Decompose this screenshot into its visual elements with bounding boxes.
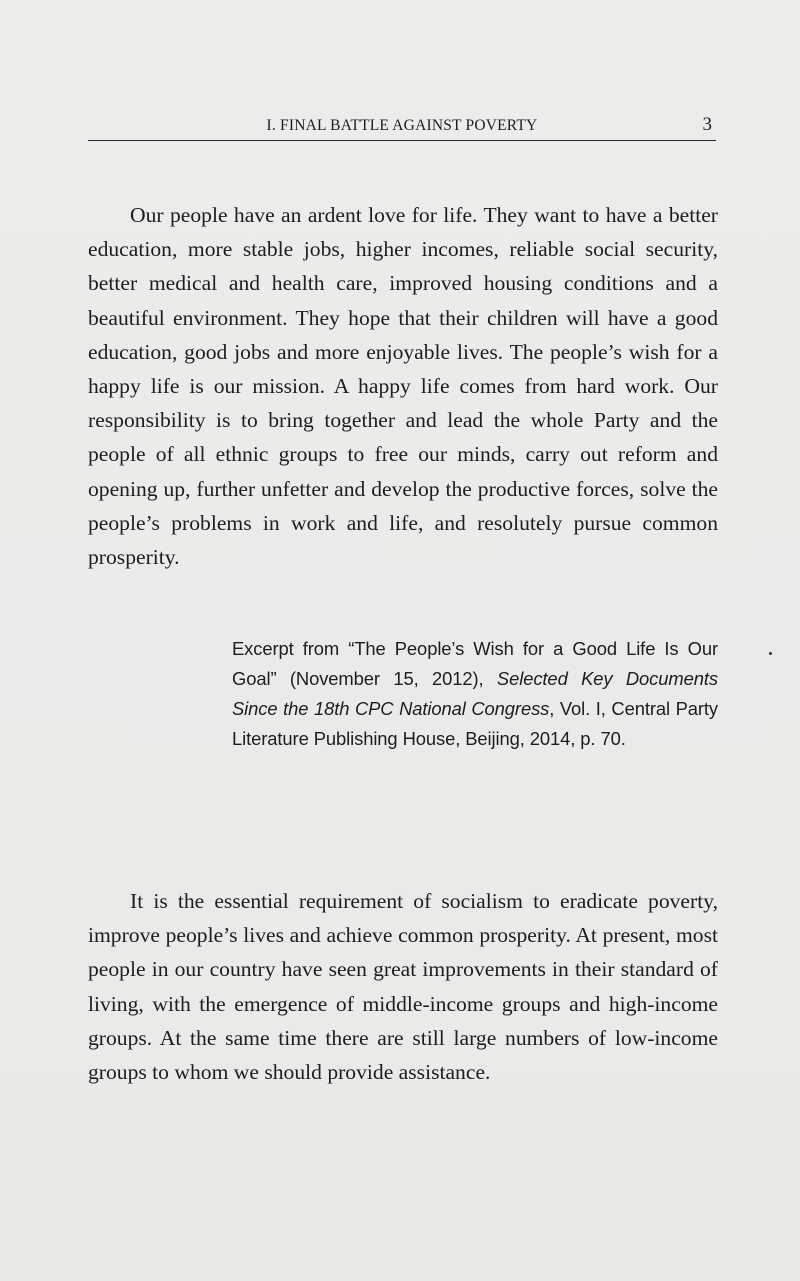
running-header bbox=[88, 113, 716, 139]
source-citation bbox=[232, 634, 718, 754]
body-paragraph-2: It is the essential requirement of socialism to eradicate poverty, improve people’s lives and achieve common prosperity. At present, most people in our country have seen great improvements in their standard of living, with the emergence of middle-income groups and high-income groups. At the same time there are still large numbers of low-income groups to whom we should provide assistance. bbox=[88, 889, 718, 1085]
page-number: 3 bbox=[702, 114, 712, 135]
citation-tail: , Vol. I, Central Party Literature Publishing House, Beijing, 2014, p. 70. bbox=[232, 698, 718, 749]
citation-lead: Excerpt from “The People’s Wish for a Good Life Is Our Goal” (November 15, 2012), bbox=[232, 638, 718, 689]
header-rule bbox=[88, 140, 716, 141]
body-paragraph-1: Our people have an ardent love for life. They want to have a better education, more stable jobs, higher incomes, reliable social security, better medical and health care, improved housing conditions and a beautiful environment. They hope that their children will have a good education, good jobs and more enjoyable lives. The people’s wish for a happy life is our mission. A happy life comes from hard work. Our responsibility is to bring together and lead the whole Party and the people of all ethnic groups to free our minds, carry out reform and opening up, further unfetter and develop the productive forces, solve the people’s problems in work and life, and resolutely pursue common prosperity. bbox=[88, 203, 718, 570]
paper-speck bbox=[769, 652, 772, 655]
citation-book-title: Selected Key Documents Since the 18th CPC National Congress bbox=[232, 668, 718, 719]
chapter-title: I. FINAL BATTLE AGAINST POVERTY bbox=[266, 117, 538, 134]
